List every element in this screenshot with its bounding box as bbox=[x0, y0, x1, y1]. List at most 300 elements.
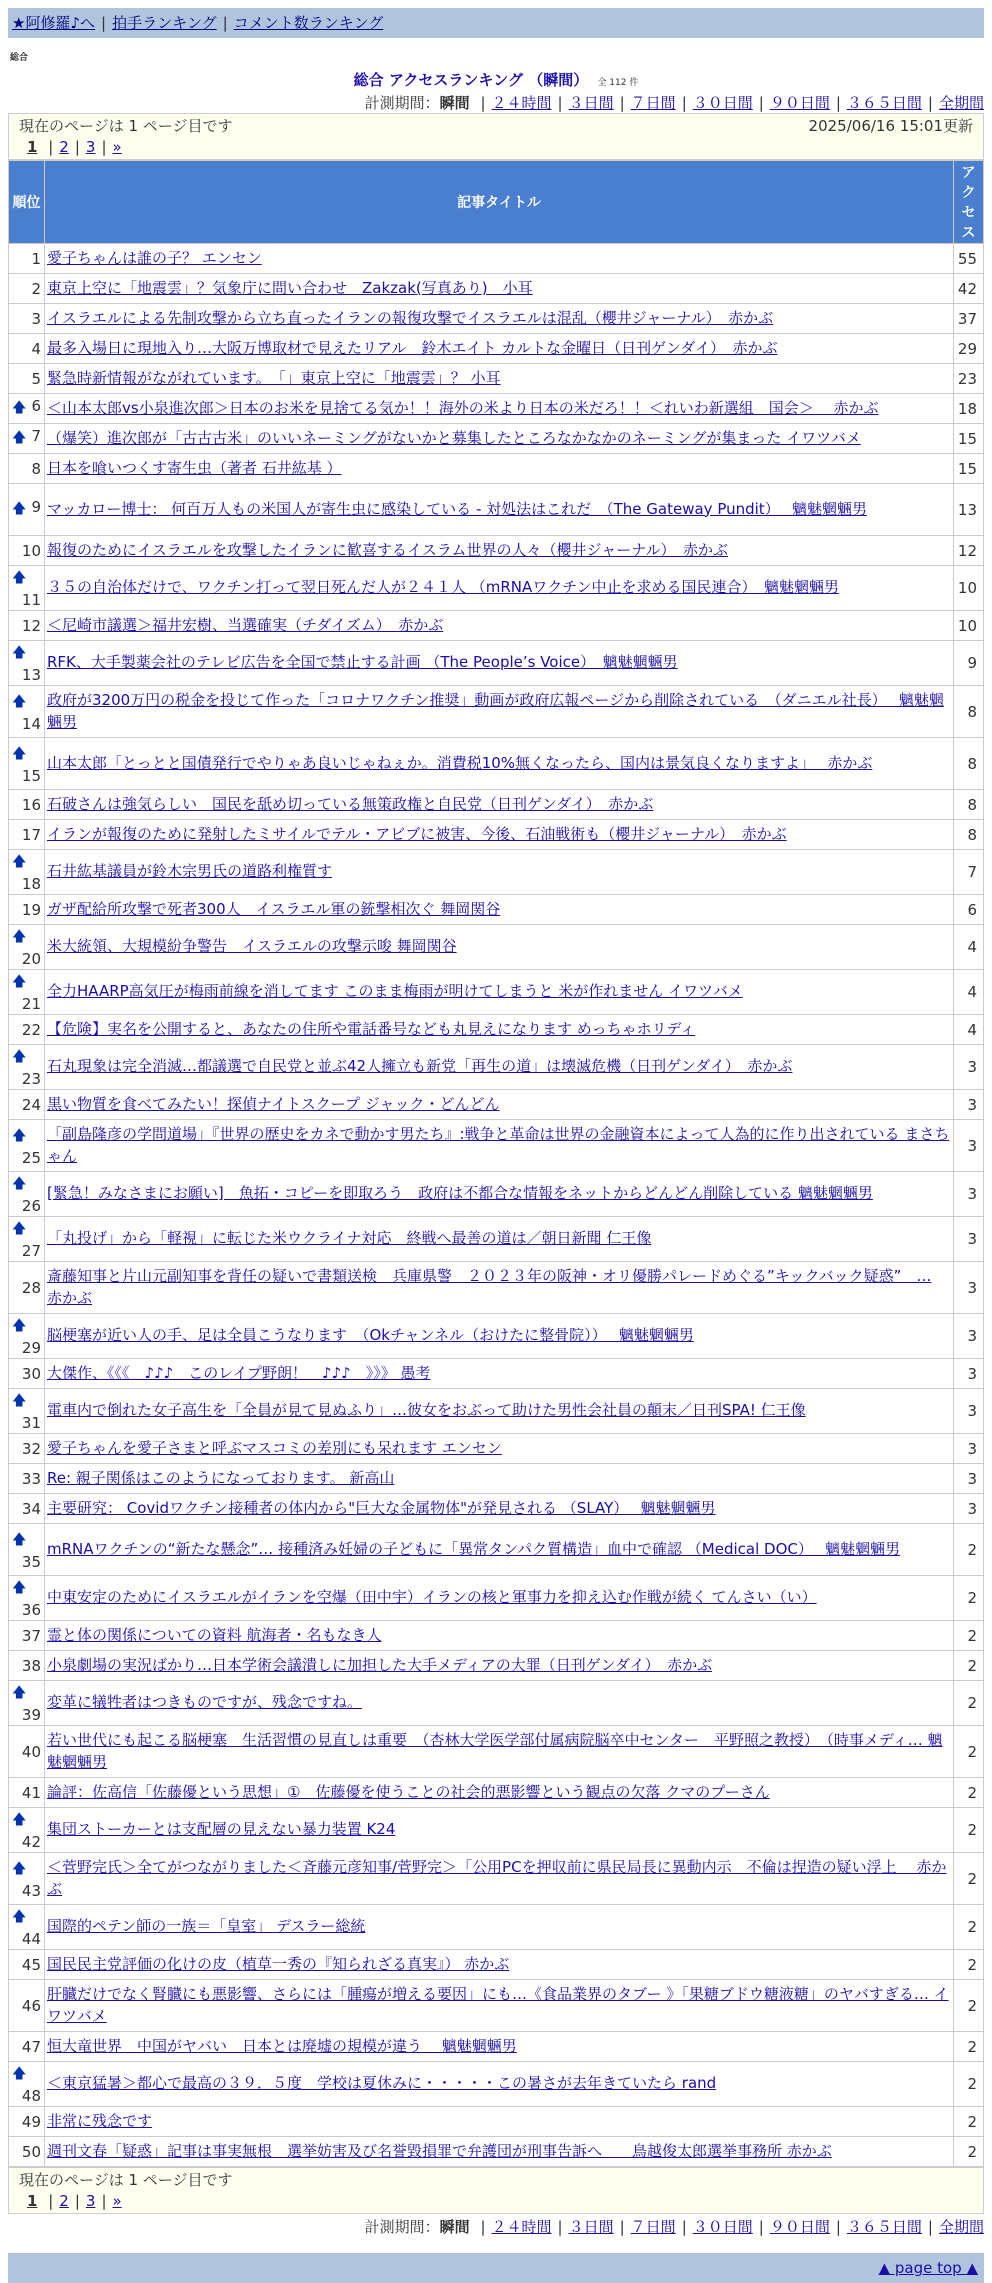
access-count: 2 bbox=[954, 1980, 984, 2032]
current-page: 1 bbox=[27, 138, 38, 156]
period-separator: | bbox=[758, 2218, 764, 2236]
article-link[interactable]: 黒い物質を食べてみたい！探偵ナイトスクープ ジャック・どんどん bbox=[47, 1094, 500, 1113]
table-row bbox=[9, 1314, 984, 1359]
article-link[interactable]: ３５の自治体だけで、ワクチン打って翌日死んだ人が２４１人 （mRNAワクチン中止を求める国民連合） 魑魅魍魎男 bbox=[47, 578, 839, 597]
table-row bbox=[9, 738, 984, 790]
rank-cell bbox=[9, 1778, 45, 1808]
table-row bbox=[9, 1464, 984, 1494]
title-cell bbox=[45, 2032, 954, 2062]
title-cell bbox=[45, 304, 954, 334]
rank-cell bbox=[9, 1494, 45, 1524]
rank-number: 20 bbox=[21, 950, 41, 968]
up-arrow-icon: 🡅 bbox=[12, 1221, 27, 1237]
rank-number: 3 bbox=[31, 309, 41, 328]
table-row bbox=[9, 536, 984, 566]
page-separator: | bbox=[74, 138, 80, 156]
rank-number: 40 bbox=[21, 1742, 41, 1761]
article-link[interactable]: 恒大竜世界 中国がヤバい 日本とは廃墟の規模が違う 魑魅魍魎男 bbox=[47, 2036, 517, 2055]
table-row bbox=[9, 925, 984, 970]
page-title bbox=[8, 69, 984, 90]
table-row bbox=[9, 1726, 984, 1778]
page-links bbox=[19, 136, 973, 158]
rank-number: 37 bbox=[21, 1626, 41, 1645]
table-row bbox=[9, 1359, 984, 1389]
article-link[interactable]: 若い世代にも起こる脳梗塞 生活習慣の見直しは重要 （杏林大学医学部付属病院脳卒中センター 平野照之教授） （時事メディ… 魑魅魍魎男 bbox=[47, 1730, 943, 1771]
title-cell bbox=[45, 1853, 954, 1905]
rank-cell bbox=[9, 2062, 45, 2107]
rank-cell bbox=[9, 790, 45, 820]
title-cell bbox=[45, 1621, 954, 1651]
table-row bbox=[9, 641, 984, 686]
pager-top bbox=[8, 113, 984, 160]
rank-number: 12 bbox=[21, 616, 41, 635]
rank-number: 33 bbox=[21, 1469, 41, 1488]
period-link[interactable]: ９０日間 bbox=[769, 2218, 830, 2236]
access-count: 8 bbox=[954, 790, 984, 820]
access-count: 3 bbox=[954, 1434, 984, 1464]
access-count: 3 bbox=[954, 1045, 984, 1090]
rank-cell bbox=[9, 424, 45, 454]
rank-number: 13 bbox=[21, 666, 41, 684]
table-row bbox=[9, 1262, 984, 1314]
article-link[interactable]: ガザ配給所攻撃で死者300人 イスラエル軍の銃撃相次ぐ 舞岡関谷 bbox=[47, 899, 501, 918]
rank-cell bbox=[9, 2137, 45, 2167]
rank-cell bbox=[9, 1359, 45, 1389]
article-link[interactable]: 全力HAARP高気圧が梅雨前線を消してます このまま梅雨が明けてしまうと 米が作れません イワツバメ bbox=[47, 982, 743, 1001]
ranking-title: 総合 アクセスランキング （瞬間） bbox=[353, 71, 589, 89]
page-link[interactable]: 3 bbox=[85, 138, 96, 156]
article-link[interactable]: 最多入場日に現地入り…大阪万博取材で見えたリアル 鈴木エイト カルトな金曜日（日刊ゲンダイ） 赤かぶ bbox=[47, 338, 778, 357]
rank-cell bbox=[9, 1172, 45, 1217]
rank-cell bbox=[9, 274, 45, 304]
nav-separator: | bbox=[222, 14, 228, 32]
access-count: 29 bbox=[954, 334, 984, 364]
rank-cell bbox=[9, 364, 45, 394]
article-link[interactable]: 政府が3200万円の税金を投じて作った「コロナワクチン推奨」動画が政府広報ページから削除されている （ダニエル社長） 魑魅魍魎男 bbox=[47, 690, 944, 731]
access-count: 15 bbox=[954, 454, 984, 484]
current-page: 1 bbox=[27, 2192, 38, 2210]
rank-number: 29 bbox=[21, 1339, 41, 1357]
period-link[interactable]: ７日間 bbox=[630, 2218, 676, 2236]
rank-number: 48 bbox=[21, 2087, 41, 2105]
rank-number: 18 bbox=[21, 875, 41, 893]
page-separator: | bbox=[101, 138, 107, 156]
rank-cell bbox=[9, 1217, 45, 1262]
table-row bbox=[9, 1980, 984, 2032]
up-arrow-icon: 🡅 bbox=[12, 1393, 27, 1409]
article-link[interactable]: 石丸現象は完全消滅…都議選で自民党と並ぶ42人擁立も新党「再生の道」は壊滅危機（日刊ゲンダイ） 赤かぶ bbox=[47, 1057, 793, 1076]
table-row bbox=[9, 2062, 984, 2107]
rank-cell bbox=[9, 1905, 45, 1950]
title-cell bbox=[45, 1464, 954, 1494]
up-arrow-icon: 🡅 bbox=[12, 745, 27, 762]
article-link[interactable]: ＜東京猛暑＞都心で最高の３９．５度 学校は夏休みに・・・・・この暑さが去年きていたら rand bbox=[47, 2074, 717, 2093]
table-row bbox=[9, 1494, 984, 1524]
title-cell bbox=[45, 424, 954, 454]
access-count: 9 bbox=[954, 641, 984, 686]
updated-time: 2025/06/16 15:01更新 bbox=[808, 117, 973, 135]
title-cell bbox=[45, 790, 954, 820]
table-row bbox=[9, 394, 984, 424]
rank-cell bbox=[9, 1090, 45, 1120]
page-status: 現在のページは 1 ページ目です bbox=[19, 117, 233, 135]
rank-number: 42 bbox=[21, 1833, 41, 1851]
period-selector-bottom bbox=[8, 2216, 984, 2237]
rank-cell bbox=[9, 484, 45, 536]
rank-number: 28 bbox=[21, 1278, 41, 1297]
article-link[interactable]: 非常に残念です bbox=[47, 2111, 153, 2130]
period-link[interactable]: ９０日間 bbox=[769, 94, 830, 112]
access-count: 4 bbox=[954, 925, 984, 970]
up-arrow-icon: 🡅 bbox=[12, 570, 27, 586]
access-count: 6 bbox=[954, 895, 984, 925]
up-arrow-icon: 🡅 bbox=[12, 429, 27, 446]
article-link[interactable]: 日本を喰いつくす寄生虫（著者 石井紘基 ） bbox=[47, 458, 342, 477]
article-link[interactable]: 愛子ちゃんは誰の子？ エンセン bbox=[47, 248, 262, 267]
title-cell bbox=[45, 895, 954, 925]
title-cell bbox=[45, 1808, 954, 1853]
title-cell bbox=[45, 454, 954, 484]
access-count: 8 bbox=[954, 738, 984, 790]
access-count: 10 bbox=[954, 611, 984, 641]
article-link[interactable]: RFK、大手製薬会社のテレビ広告を全国で禁止する計画 （The People’s Voice） 魑魅魍魎男 bbox=[47, 653, 678, 672]
article-link[interactable]: 集団ストーカーとは支配層の見えない暴力装置 K24 bbox=[47, 1820, 396, 1839]
table-row bbox=[9, 970, 984, 1015]
period-separator: | bbox=[681, 2218, 687, 2236]
rank-number: 15 bbox=[21, 766, 41, 785]
up-arrow-icon: 🡅 bbox=[12, 1127, 27, 1144]
period-link[interactable]: ３日間 bbox=[568, 2218, 614, 2236]
access-count: 18 bbox=[954, 394, 984, 424]
page-separator: | bbox=[101, 2192, 107, 2210]
period-link[interactable]: ２４時間 bbox=[491, 94, 552, 112]
comment-ranking-link[interactable]: コメント数ランキング bbox=[233, 14, 384, 32]
rank-cell bbox=[9, 1524, 45, 1576]
article-link[interactable]: 報復のためにイスラエルを攻撃したイランに歓喜するイスラム世界の人々（櫻井ジャーナル） 赤かぶ bbox=[47, 540, 729, 559]
article-link[interactable]: 週刊文春「疑惑」記事は事実無根 選挙妨害及び名誉毀損罪で弁護団が刑事告訴へ 鳥越俊太郎選挙事務所 赤かぶ bbox=[47, 2141, 832, 2160]
period-link[interactable]: ２４時間 bbox=[491, 2218, 552, 2236]
access-count: 4 bbox=[954, 970, 984, 1015]
period-current: 瞬間 bbox=[439, 2218, 470, 2236]
access-count: 2 bbox=[954, 1726, 984, 1778]
rank-number: 38 bbox=[21, 1656, 41, 1675]
home-link[interactable]: ★阿修羅♪へ bbox=[12, 14, 96, 32]
title-cell bbox=[45, 1524, 954, 1576]
title-cell bbox=[45, 394, 954, 424]
table-row bbox=[9, 424, 984, 454]
access-count: 2 bbox=[954, 2137, 984, 2167]
table-row bbox=[9, 895, 984, 925]
page-link[interactable]: 2 bbox=[59, 2192, 69, 2210]
article-link[interactable]: 国際的ペテン師の一族＝「皇室」 デスラー総統 bbox=[47, 1917, 366, 1936]
rank-cell bbox=[9, 454, 45, 484]
table-row bbox=[9, 1681, 984, 1726]
rank-cell bbox=[9, 1853, 45, 1905]
title-cell bbox=[45, 1778, 954, 1808]
rank-cell bbox=[9, 686, 45, 738]
period-link[interactable]: ７日間 bbox=[630, 94, 676, 112]
article-link[interactable]: （爆笑）進次郎が「古古古米」のいいネーミングがないかと募集したところなかなかのネーミングが集まった イワツバメ bbox=[47, 428, 861, 447]
title-cell bbox=[45, 1217, 954, 1262]
rank-number: 26 bbox=[21, 1197, 41, 1215]
access-count: 3 bbox=[954, 1262, 984, 1314]
title-cell bbox=[45, 2137, 954, 2167]
title-header: 記事タイトル bbox=[45, 161, 954, 244]
article-link[interactable]: 愛子ちゃんを愛子さまと呼ぶマスコミの差別にも呆れます エンセン bbox=[47, 1438, 502, 1457]
title-cell bbox=[45, 1314, 954, 1359]
article-link[interactable]: 石井紘基議員が鈴木宗男氏の道路利権質す bbox=[47, 862, 333, 881]
period-link[interactable]: ３０日間 bbox=[692, 94, 753, 112]
rank-number: 50 bbox=[21, 2142, 41, 2161]
period-link[interactable]: ３０日間 bbox=[692, 2218, 753, 2236]
title-cell bbox=[45, 1389, 954, 1434]
table-row bbox=[9, 2107, 984, 2137]
rank-number: 10 bbox=[21, 541, 41, 560]
rank-number: 44 bbox=[21, 1930, 41, 1948]
access-count: 3 bbox=[954, 1090, 984, 1120]
access-count: 3 bbox=[954, 1217, 984, 1262]
ranking-table bbox=[8, 160, 984, 2167]
title-cell bbox=[45, 820, 954, 850]
title-cell bbox=[45, 536, 954, 566]
title-cell bbox=[45, 1726, 954, 1778]
article-link[interactable]: ＜菅野完氏＞全てがつながりました＜斉藤元彦知事/菅野完＞「公用PCを押収前に県民局長に異動内示 不倫は捏造の疑い浮上 赤かぶ bbox=[47, 1857, 947, 1898]
article-link[interactable]: マッカロー博士： 何百万人もの米国人が寄生虫に感染している - 対処法はこれだ （The Gateway Pundit） 魑魅魍魎男 bbox=[47, 499, 867, 518]
rank-cell bbox=[9, 1389, 45, 1434]
table-row bbox=[9, 1090, 984, 1120]
up-arrow-icon: 🡅 bbox=[12, 1685, 27, 1701]
up-arrow-icon: 🡅 bbox=[12, 1176, 27, 1192]
period-current: 瞬間 bbox=[439, 94, 470, 112]
article-link[interactable]: 米大統領、大規模紛争警告 イスラエルの攻撃示唆 舞岡関谷 bbox=[47, 937, 457, 956]
rank-number: 2 bbox=[31, 279, 41, 298]
page-link[interactable]: 2 bbox=[59, 138, 69, 156]
rank-cell bbox=[9, 1045, 45, 1090]
access-count: 2 bbox=[954, 1681, 984, 1726]
title-cell bbox=[45, 334, 954, 364]
up-arrow-icon: 🡅 bbox=[12, 693, 27, 710]
article-link[interactable]: 東京上空に「地震雲」？気象庁に問い合わせ Zakzak(写真あり) 小耳 bbox=[47, 278, 533, 297]
table-row bbox=[9, 244, 984, 274]
article-link[interactable]: 石破さんは強気らしい 国民を舐め切っている無策政権と自民党（日刊ゲンダイ） 赤かぶ bbox=[47, 794, 654, 813]
rank-cell bbox=[9, 1808, 45, 1853]
table-row bbox=[9, 1045, 984, 1090]
title-cell bbox=[45, 364, 954, 394]
rank-number: 24 bbox=[21, 1095, 41, 1114]
table-row bbox=[9, 1524, 984, 1576]
table-row bbox=[9, 566, 984, 611]
access-count: 3 bbox=[954, 1172, 984, 1217]
rank-cell bbox=[9, 1464, 45, 1494]
period-selector-top bbox=[8, 92, 984, 113]
article-link[interactable]: 主要研究： Covidワクチン接種者の体内から"巨大な金属物体"が発見される （SLAY） 魑魅魍魎男 bbox=[47, 1498, 716, 1517]
rank-number: 30 bbox=[21, 1364, 41, 1383]
up-arrow-icon: 🡅 bbox=[12, 399, 27, 416]
title-cell bbox=[45, 244, 954, 274]
article-link[interactable]: イスラエルによる先制攻撃から立ち直ったイランの報復攻撃でイスラエルは混乱（櫻井ジャーナル） 赤かぶ bbox=[47, 308, 774, 327]
article-link[interactable]: 肝臓だけでなく腎臓にも悪影響、さらには「腫瘍が増える要因」にも…《食品業界のタブー 》「果糖ブドウ糖液糖」のヤバすぎる… イワツバメ bbox=[47, 1984, 949, 2025]
period-separator: | bbox=[557, 94, 563, 112]
rank-number: 39 bbox=[21, 1706, 41, 1724]
table-row bbox=[9, 850, 984, 895]
article-link[interactable]: Re: 親子関係はこのようになっております。 新高山 bbox=[47, 1468, 395, 1487]
period-separator: | bbox=[927, 94, 933, 112]
page-top-link[interactable]: ▲ page top ▲ bbox=[878, 2259, 978, 2277]
rank-number: 35 bbox=[21, 1552, 41, 1571]
article-link[interactable]: 大傑作、《《《 ♪♪♪ このレイプ野朗！ ♪♪♪ 》》》 愚考 bbox=[47, 1363, 431, 1382]
rank-number: 8 bbox=[31, 459, 41, 478]
access-count: 8 bbox=[954, 686, 984, 738]
access-count: 2 bbox=[954, 1651, 984, 1681]
table-row bbox=[9, 1905, 984, 1950]
rank-cell bbox=[9, 1314, 45, 1359]
access-count: 55 bbox=[954, 244, 984, 274]
rank-cell bbox=[9, 611, 45, 641]
up-arrow-icon: 🡅 bbox=[12, 1049, 27, 1065]
rank-number: 1 bbox=[31, 249, 41, 268]
table-row bbox=[9, 1778, 984, 1808]
rank-cell bbox=[9, 1621, 45, 1651]
access-count: 2 bbox=[954, 1905, 984, 1950]
article-link[interactable]: 緊急時新情報がながれています。 「」東京上空に「地震雲」？ 小耳 bbox=[47, 368, 501, 387]
access-header: アクセス bbox=[954, 161, 984, 244]
access-count: 2 bbox=[954, 1576, 984, 1621]
article-link[interactable]: 【危険】実名を公開すると、あなたの住所や電話番号なども丸見えになります めっちゃホリディ bbox=[47, 1019, 696, 1038]
title-cell bbox=[45, 1576, 954, 1621]
rank-number: 5 bbox=[31, 369, 41, 388]
next-page-link[interactable]: » bbox=[112, 2192, 122, 2210]
access-count: 13 bbox=[954, 484, 984, 536]
period-link[interactable]: ３６５日間 bbox=[846, 2218, 922, 2236]
rank-cell bbox=[9, 304, 45, 334]
article-link[interactable]: [緊急！みなさまにお願い] 魚拓・コピーを即取ろう 政府は不都合な情報をネットからどんどん削除している 魑魅魍魎男 bbox=[47, 1184, 873, 1203]
period-link[interactable]: ３６５日間 bbox=[846, 94, 922, 112]
period-link[interactable]: 全期間 bbox=[938, 2218, 984, 2236]
period-link[interactable]: 全期間 bbox=[938, 94, 984, 112]
title-cell bbox=[45, 1262, 954, 1314]
table-row bbox=[9, 1808, 984, 1853]
period-separator: | bbox=[835, 2218, 841, 2236]
rank-cell bbox=[9, 820, 45, 850]
rank-cell bbox=[9, 925, 45, 970]
rank-cell bbox=[9, 2107, 45, 2137]
rank-cell bbox=[9, 566, 45, 611]
article-link[interactable]: 山本太郎「とっとと国債発行でやりゃあ良いじゃねぇか。消費税10%無くなったら、国内は景気良くなりますよ」 赤かぶ bbox=[47, 753, 873, 772]
rank-number: 9 bbox=[31, 497, 41, 516]
period-label: 計測期間： bbox=[364, 2218, 440, 2236]
table-row bbox=[9, 364, 984, 394]
article-link[interactable]: mRNAワクチンの“新たな懸念”… 接種済み妊婦の子どもに「異常タンパク質構造」血中で確認 （Medical DOC） 魑魅魍魎男 bbox=[47, 1539, 901, 1558]
title-cell bbox=[45, 1045, 954, 1090]
table-row bbox=[9, 454, 984, 484]
article-link[interactable]: 「丸投げ」から「軽視」に転じた米ウクライナ対応 終戦へ最善の道は／朝日新聞 仁王像 bbox=[47, 1229, 652, 1248]
access-count: 8 bbox=[954, 820, 984, 850]
article-link[interactable]: 脳梗塞が近い人の手、足は全員こうなります （Okチャンネル（おけたに整骨院）） 魑魅魍魎男 bbox=[47, 1326, 694, 1345]
period-link[interactable]: ３日間 bbox=[568, 94, 614, 112]
rank-cell bbox=[9, 1950, 45, 1980]
rank-number: 14 bbox=[21, 714, 41, 733]
article-link[interactable]: 中東安定のためにイスラエルがイランを空爆（田中宇）イランの核と軍事力を抑え込む作戦が続く てんさい（い） bbox=[47, 1588, 817, 1607]
rank-cell bbox=[9, 1015, 45, 1045]
access-count: 15 bbox=[954, 424, 984, 454]
title-cell bbox=[45, 686, 954, 738]
title-cell bbox=[45, 1172, 954, 1217]
up-arrow-icon: 🡅 bbox=[12, 929, 27, 945]
article-link[interactable]: イランが報復のために発射したミサイルでテル・アビブに被害、今後、石油戦術も（櫻井ジャーナル） 赤かぶ bbox=[47, 824, 787, 843]
title-cell bbox=[45, 611, 954, 641]
rank-cell bbox=[9, 738, 45, 790]
period-separator: | bbox=[681, 94, 687, 112]
article-link[interactable]: 電車内で倒れた女子高生を「全員が見て見ぬふり」…彼女をおぶって助けた男性会社員の顛末／日刊SPA! 仁王像 bbox=[47, 1401, 806, 1420]
title-cell bbox=[45, 274, 954, 304]
access-count: 42 bbox=[954, 274, 984, 304]
article-link[interactable]: 斎藤知事と片山元副知事を背任の疑いで書類送検 兵庫県警 ２０２３年の阪神・オリ優勝パレードめぐる”キックバック疑惑” … 赤かぶ bbox=[47, 1266, 932, 1307]
period-label: 計測期間： bbox=[364, 94, 440, 112]
article-link[interactable]: 霊と体の関係についての資料 航海者・名もなき人 bbox=[47, 1625, 382, 1644]
rank-cell bbox=[9, 1120, 45, 1172]
table-row bbox=[9, 790, 984, 820]
rank-number: 22 bbox=[21, 1020, 41, 1039]
access-count: 2 bbox=[954, 1524, 984, 1576]
access-count: 2 bbox=[954, 2107, 984, 2137]
title-cell bbox=[45, 1120, 954, 1172]
clap-ranking-link[interactable]: 拍手ランキング bbox=[112, 14, 217, 32]
article-link[interactable]: ＜山本太郎vs小泉進次郎＞日本のお米を見捨てる気か！！海外の米より日本の米だろ！！＜れいわ新選組 国会＞ 赤かぶ bbox=[47, 398, 879, 417]
article-link[interactable]: 小泉劇場の実況ばかり…日本学術会議潰しに加担した大手メディアの大罪（日刊ゲンダイ） 赤かぶ bbox=[47, 1655, 713, 1674]
rank-cell bbox=[9, 1726, 45, 1778]
page-links bbox=[19, 2190, 973, 2212]
rank-number: 36 bbox=[21, 1601, 41, 1619]
rank-cell bbox=[9, 244, 45, 274]
rank-cell bbox=[9, 2032, 45, 2062]
article-link[interactable]: 国民民主党評価の化けの皮（植草一秀の『知られざる真実』） 赤かぶ bbox=[47, 1954, 510, 1973]
up-arrow-icon: 🡅 bbox=[12, 1860, 27, 1877]
table-row bbox=[9, 1853, 984, 1905]
table-row bbox=[9, 1651, 984, 1681]
article-link[interactable]: 変革に犠牲者はつきものですが、残念ですね。 bbox=[47, 1693, 363, 1712]
access-count: 2 bbox=[954, 2032, 984, 2062]
pager-bottom bbox=[8, 2167, 984, 2214]
table-row bbox=[9, 274, 984, 304]
next-page-link[interactable]: » bbox=[112, 138, 122, 156]
page-link[interactable]: 3 bbox=[85, 2192, 96, 2210]
rank-cell bbox=[9, 334, 45, 364]
table-row bbox=[9, 1621, 984, 1651]
page-separator: | bbox=[48, 138, 54, 156]
table-row bbox=[9, 1217, 984, 1262]
table-row bbox=[9, 1120, 984, 1172]
access-count: 12 bbox=[954, 536, 984, 566]
up-arrow-icon: 🡅 bbox=[12, 500, 27, 517]
article-link[interactable]: 「副島隆彦の学問道場」『世界の歴史をカネで動かす男たち』:戦争と革命は世界の金融資本によって人為的に作り出されている まさちゃん bbox=[47, 1124, 950, 1165]
rank-cell bbox=[9, 641, 45, 686]
up-arrow-icon: 🡅 bbox=[12, 1531, 27, 1548]
access-count: 3 bbox=[954, 1494, 984, 1524]
access-count: 23 bbox=[954, 364, 984, 394]
rank-number: 23 bbox=[21, 1070, 41, 1088]
access-count: 3 bbox=[954, 1120, 984, 1172]
access-count: 3 bbox=[954, 1464, 984, 1494]
title-cell bbox=[45, 1494, 954, 1524]
rank-number: 4 bbox=[31, 339, 41, 358]
period-separator: | bbox=[557, 2218, 563, 2236]
rank-number: 34 bbox=[21, 1499, 41, 1518]
rank-number: 43 bbox=[21, 1881, 41, 1900]
article-link[interactable]: 論評：佐高信「佐藤優という思想」① 佐藤優を使うことの社会的悪影響という観点の欠落 クマのプーさん bbox=[47, 1782, 770, 1801]
table-row bbox=[9, 484, 984, 536]
article-link[interactable]: ＜尼崎市議選＞福井宏樹、当選確実（チダイズム） 赤かぶ bbox=[47, 615, 444, 634]
title-cell bbox=[45, 1950, 954, 1980]
